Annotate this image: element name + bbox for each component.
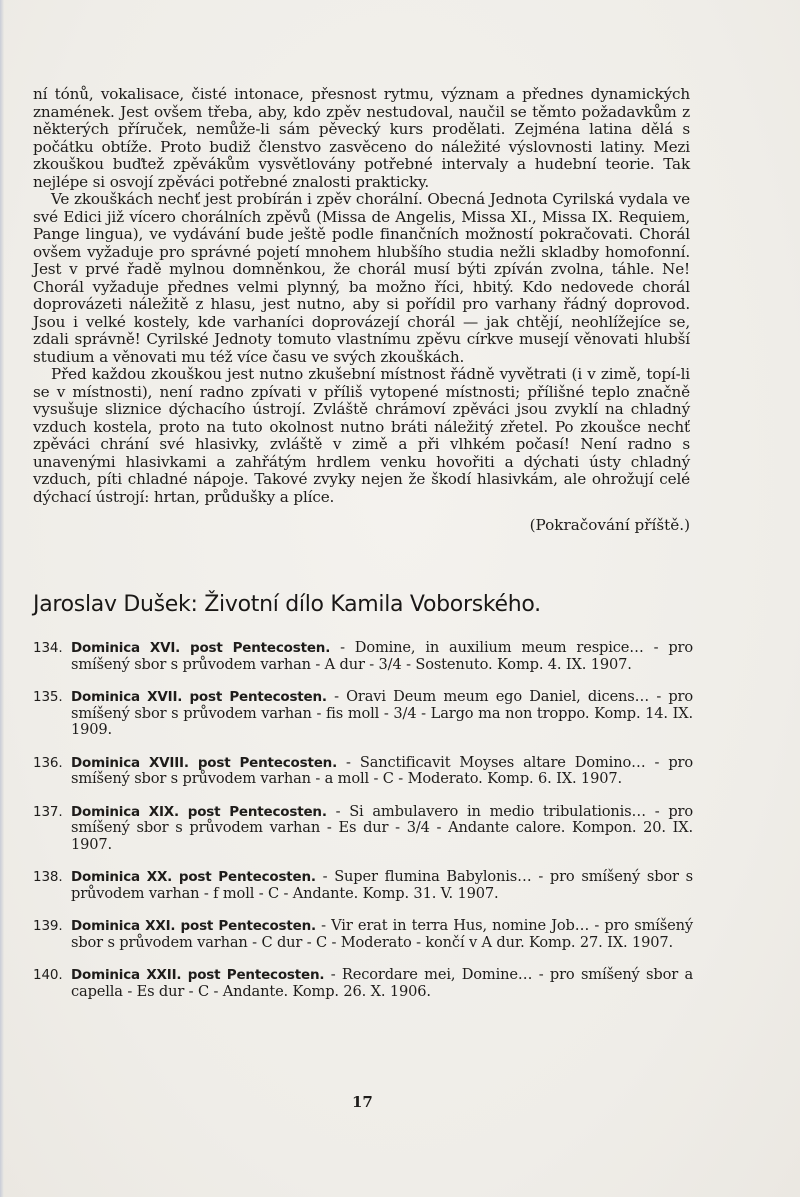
entry-description: - Domine, in auxilium meum respice… - pro smíšený sbor s průvodem varhan - A dur - 3/4 - Sostenuto. Komp. 4. IX. 1907.: [71, 639, 694, 673]
paragraph: Ve zkouškách nechť jest probírán i zpěv chorální. Obecná Jednota Cyrilská vydala ve své Edici již vícero chorálních zpěvů (Missa de Angelis, Missa XI., Missa IX. Requiem, Pange lingua), ve vydávání bude ještě podle finančních možností pokračovati. Chorál ovšem vyžaduje pro správné pojetí mnohem hlubšího studia nežli skladby homofonní. Jest v prvé řadě mylnou domněnkou, že chorál musí býti zpíván zvolna, táhle. Ne! Chorál vyžaduje přednes velmi plynný, ba možno říci, hbitý. Kdo nedovede chorál doprovázeti náležitě z hlasu, jest nutno, aby si pořídil pro varhany řádný doprovod. Jsou i velké kostely, kde varhaníci doprovázejí chorál — jak chtějí, neohlížejíce se, zdali správně! Cyrilské Jednoty tomuto vlastnímu zpěvu církve musejí věnovati hlubší studium a věnovati mu též více času ve svých zkouškách.: [33, 190, 690, 366]
entry-number: 137.: [33, 803, 63, 820]
continued-note: (Pokračování příště.): [529, 516, 690, 534]
catalog-entry: [33, 918, 693, 951]
entry-number: 138.: [33, 869, 63, 885]
entry-title: Dominica XXI. post Pentecosten.: [71, 918, 316, 934]
page-edge: [0, 0, 4, 1197]
paragraph: Před každou zkouškou jest nutno zkušební místnost řádně vyvětrati (i v zimě, topí-li se v místnosti), není radno zpívati v příliš vytopené místnosti; přílišné teplo značně vysušuje sliznice dýchacího ústrojí. Zvláště chrámoví zpěváci jsou zvyklí na chladný vzduch kostela, proto na tuto okolnost nutno bráti náležitý zřetel. Po zkoušce nechť zpěváci chrání své hlasivky, zvláště v zimě a při vlhkém počasí! Není radno s unavenými hlasivkami a zahřátým hrdlem venku hovořiti a dýchati ústy chladný vzduch, píti chladné nápoje. Takové zvyky nejen že škodí hlasivkám, ale ohrožují celé dýchací ústrojí: hrtan, průdušky a plíce.: [33, 365, 690, 506]
page-number: 17: [352, 1093, 373, 1111]
entry-description: - Super flumina Babylonis… - pro smíšený sbor s průvodem varhan - f moll - C - Andante. Komp. 31. V. 1907.: [71, 868, 693, 902]
entry-number: 139.: [33, 918, 63, 934]
paragraph: ní tónů, vokalisace, čisté intonace, přesnost rytmu, význam a přednes dynamických znamének. Jest ovšem třeba, aby, kdo zpěv nestudoval, naučil se těmto požadavkům z některých příruček, nemůže-li sám pěvecký kurs prodělati. Zejména latina dělá s počátku obtíže. Proto budiž členstvo zasvěceno do náležité výslovnosti latiny. Mezi zkouškou buďtež zpěvákům vysvětlovány potřebné intervaly a hudební teorie. Tak nejlépe si osvojí zpěváci potřebné znalosti prakticky.: [33, 85, 690, 191]
catalog-entry: [33, 869, 693, 902]
entry-description: - Si ambulavero in medio tribulationis… - pro smíšený sbor s průvodem varhan - Es dur - 3/4 - Andante calore. Kompon. 20. IX. 1907.: [71, 802, 693, 853]
catalog-list: [33, 640, 693, 1016]
entry-title: Dominica XVIII. post Pentecosten.: [71, 754, 338, 771]
catalog-entry: [33, 689, 693, 739]
entry-title: Dominica XVI. post Pentecosten.: [71, 640, 331, 656]
entry-number: 134.: [33, 640, 63, 656]
entry-title: Dominica XX. post Pentecosten.: [71, 869, 316, 885]
entry-title: Dominica XIX. post Pentecosten.: [71, 803, 327, 820]
catalog-entry: [33, 804, 693, 854]
catalog-entry: [33, 640, 693, 673]
entry-description: - Oravi Deum meum ego Daniel, dicens… - pro smíšený sbor s průvodem varhan - fis moll - 3/4 - Largo ma non troppo. Komp. 14. IX. 1909.: [71, 688, 693, 738]
article-body: [33, 86, 690, 506]
entry-description: - Sanctificavit Moyses altare Domino… - pro smíšený sbor s průvodem varhan - a moll - C - Moderato. Komp. 6. IX. 1907.: [71, 753, 693, 787]
catalog-entry: [33, 967, 693, 1000]
catalog-entry: [33, 755, 693, 788]
entry-number: 140.: [33, 967, 63, 983]
section-title: Jaroslav Dušek: Životní dílo Kamila Voborského.: [33, 592, 541, 617]
entry-title: Dominica XVII. post Pentecosten.: [71, 689, 327, 705]
entry-number: 136.: [33, 754, 63, 771]
entry-title: Dominica XXII. post Pentecosten.: [71, 967, 325, 983]
entry-description: - Vir erat in terra Hus, nomine Job… - pro smíšený sbor s průvodem varhan - C dur - C - Moderato - končí v A dur. Komp. 27. IX. 1907.: [71, 917, 693, 951]
entry-description: - Recordare mei, Domine… - pro smíšený sbor a capella - Es dur - C - Andante. Komp. 26. X. 1906.: [71, 966, 693, 1000]
entry-number: 135.: [33, 689, 63, 705]
